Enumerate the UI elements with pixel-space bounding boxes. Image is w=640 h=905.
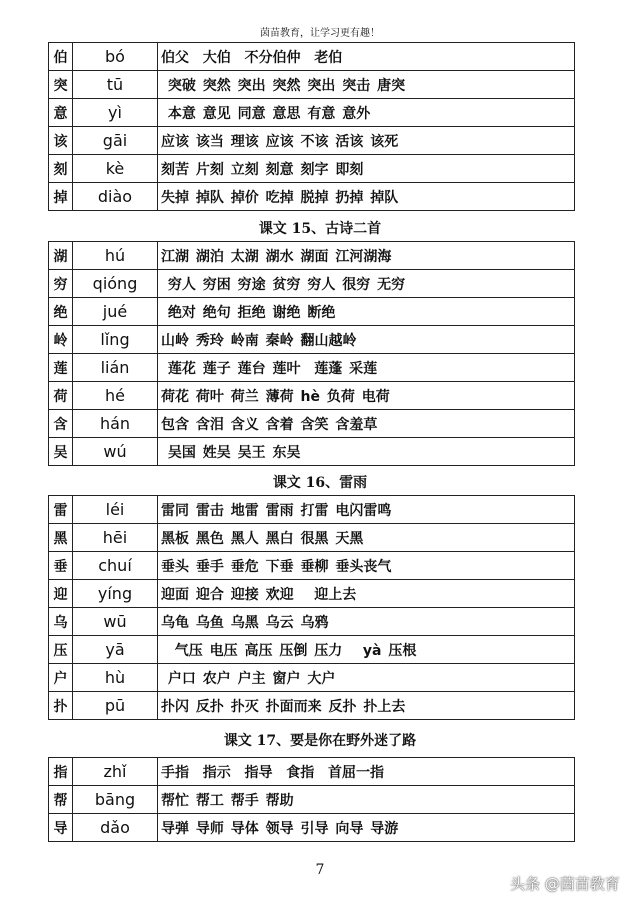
words-cell: 垂头 垂手 垂危 下垂 垂柳 垂头丧气: [158, 552, 575, 580]
table-row: [49, 382, 575, 410]
character-cell: 荷: [49, 382, 73, 410]
table-row: [49, 242, 575, 270]
table-row: [49, 71, 575, 99]
words-cell: 失掉 掉队 掉价 吃掉 脱掉 扔掉 掉队: [158, 183, 575, 211]
table-row: [49, 552, 575, 580]
words-cell: 气压 电压 高压 压倒 压力 yà 压根: [158, 636, 575, 664]
table-row: [49, 758, 575, 786]
table-row: [49, 664, 575, 692]
words-cell: 手指 指示 指导 食指 首屈一指: [158, 758, 575, 786]
vocab-table: [48, 241, 575, 466]
words-cell: 帮忙 帮工 帮手 帮助: [158, 786, 575, 814]
words-cell: 应该 该当 理该 应该 不该 活该 该死: [158, 127, 575, 155]
words-cell: 黑板 黑色 黑人 黑白 很黑 天黑: [158, 524, 575, 552]
character-cell: 刻: [49, 155, 73, 183]
table-row: [49, 692, 575, 720]
pinyin-cell: hēi: [73, 524, 158, 552]
pinyin-cell: zhǐ: [73, 758, 158, 786]
pinyin-cell: kè: [73, 155, 158, 183]
character-cell: 突: [49, 71, 73, 99]
words-cell: 迎面 迎合 迎接 欢迎 迎上去: [158, 580, 575, 608]
character-cell: 该: [49, 127, 73, 155]
words-cell: 包含 含泪 含义 含着 含笑 含羞草: [158, 410, 575, 438]
table-row: [49, 438, 575, 466]
words-cell: 导弹 导师 导体 领导 引导 向导 导游: [158, 814, 575, 842]
table-row: [49, 298, 575, 326]
character-cell: 吴: [49, 438, 73, 466]
vocab-table: [48, 495, 575, 720]
pinyin-cell: hé: [73, 382, 158, 410]
words-cell: 刻苦 片刻 立刻 刻意 刻字 即刻: [158, 155, 575, 183]
table-row: [49, 608, 575, 636]
character-cell: 湖: [49, 242, 73, 270]
character-cell: 压: [49, 636, 73, 664]
character-cell: 乌: [49, 608, 73, 636]
words-cell: 吴国 姓吴 吴王 东吴: [158, 438, 575, 466]
character-cell: 户: [49, 664, 73, 692]
character-cell: 绝: [49, 298, 73, 326]
vocab-table-section-16: [48, 495, 575, 720]
pinyin-cell: gāi: [73, 127, 158, 155]
pinyin-cell: hù: [73, 664, 158, 692]
character-cell: 雷: [49, 496, 73, 524]
section-title-15: 课文 15、古诗二首: [258, 221, 382, 237]
table-row: [49, 410, 575, 438]
words-cell: 莲花 莲子 莲台 莲叶 莲蓬 采莲: [158, 354, 575, 382]
character-cell: 垂: [49, 552, 73, 580]
character-cell: 帮: [49, 786, 73, 814]
words-cell: 荷花 荷叶 荷兰 薄荷 hè 负荷 电荷: [158, 382, 575, 410]
character-cell: 导: [49, 814, 73, 842]
pinyin-cell: wū: [73, 608, 158, 636]
words-cell: 雷同 雷击 地雷 雷雨 打雷 电闪雷鸣: [158, 496, 575, 524]
table-row: [49, 43, 575, 71]
pinyin-cell: wú: [73, 438, 158, 466]
words-cell: 突破 突然 突出 突然 突出 突击 唐突: [158, 71, 575, 99]
pinyin-cell: qióng: [73, 270, 158, 298]
table-row: [49, 270, 575, 298]
pinyin-cell: yì: [73, 99, 158, 127]
table-row: [49, 524, 575, 552]
words-cell: 乌龟 乌鱼 乌黑 乌云 乌鸦: [158, 608, 575, 636]
vocab-table-section-15: [48, 241, 575, 466]
table-row: [49, 127, 575, 155]
words-cell: 扑闪 反扑 扑灭 扑面而来 反扑 扑上去: [158, 692, 575, 720]
character-cell: 迎: [49, 580, 73, 608]
character-cell: 穷: [49, 270, 73, 298]
words-cell: 江湖 湖泊 太湖 湖水 湖面 江河湖海: [158, 242, 575, 270]
pinyin-cell: yíng: [73, 580, 158, 608]
pinyin-cell: dǎo: [73, 814, 158, 842]
pinyin-cell: hú: [73, 242, 158, 270]
vocab-table-section-0: [48, 42, 575, 211]
pinyin-cell: diào: [73, 183, 158, 211]
page-number: 7: [315, 862, 325, 878]
character-cell: 意: [49, 99, 73, 127]
pinyin-cell: bó: [73, 43, 158, 71]
pinyin-cell: hán: [73, 410, 158, 438]
section-title-17: 课文 17、要是你在野外迷了路: [223, 733, 417, 749]
words-cell: 穷人 穷困 穷途 贫穷 穷人 很穷 无穷: [158, 270, 575, 298]
table-row: [49, 326, 575, 354]
words-cell: 户口 农户 户主 窗户 大户: [158, 664, 575, 692]
words-cell: 绝对 绝句 拒绝 谢绝 断绝: [158, 298, 575, 326]
table-row: [49, 354, 575, 382]
character-cell: 莲: [49, 354, 73, 382]
pinyin-cell: jué: [73, 298, 158, 326]
vocab-table-section-17: [48, 757, 575, 842]
table-row: [49, 786, 575, 814]
section-title-16: 课文 16、雷雨: [272, 475, 368, 491]
character-cell: 黑: [49, 524, 73, 552]
character-cell: 岭: [49, 326, 73, 354]
table-row: [49, 99, 575, 127]
pinyin-cell: chuí: [73, 552, 158, 580]
watermark-logo: 头条 @茵苗教育: [510, 875, 620, 893]
table-row: [49, 183, 575, 211]
vocab-table: [48, 42, 575, 211]
pinyin-cell: pū: [73, 692, 158, 720]
character-cell: 扑: [49, 692, 73, 720]
character-cell: 掉: [49, 183, 73, 211]
character-cell: 伯: [49, 43, 73, 71]
table-row: [49, 580, 575, 608]
table-row: [49, 496, 575, 524]
table-row: [49, 814, 575, 842]
pinyin-cell: lián: [73, 354, 158, 382]
pinyin-cell: tū: [73, 71, 158, 99]
pinyin-cell: bāng: [73, 786, 158, 814]
table-row: [49, 155, 575, 183]
pinyin-cell: yā: [73, 636, 158, 664]
character-cell: 含: [49, 410, 73, 438]
character-cell: 指: [49, 758, 73, 786]
vocab-table: [48, 757, 575, 842]
pinyin-cell: lǐng: [73, 326, 158, 354]
words-cell: 伯父 大伯 不分伯仲 老伯: [158, 43, 575, 71]
pinyin-cell: léi: [73, 496, 158, 524]
table-row: [49, 636, 575, 664]
words-cell: 山岭 秀玲 岭南 秦岭 翻山越岭: [158, 326, 575, 354]
words-cell: 本意 意见 同意 意思 有意 意外: [158, 99, 575, 127]
page-header: 茵苗教育，让学习更有趣！: [260, 28, 380, 39]
